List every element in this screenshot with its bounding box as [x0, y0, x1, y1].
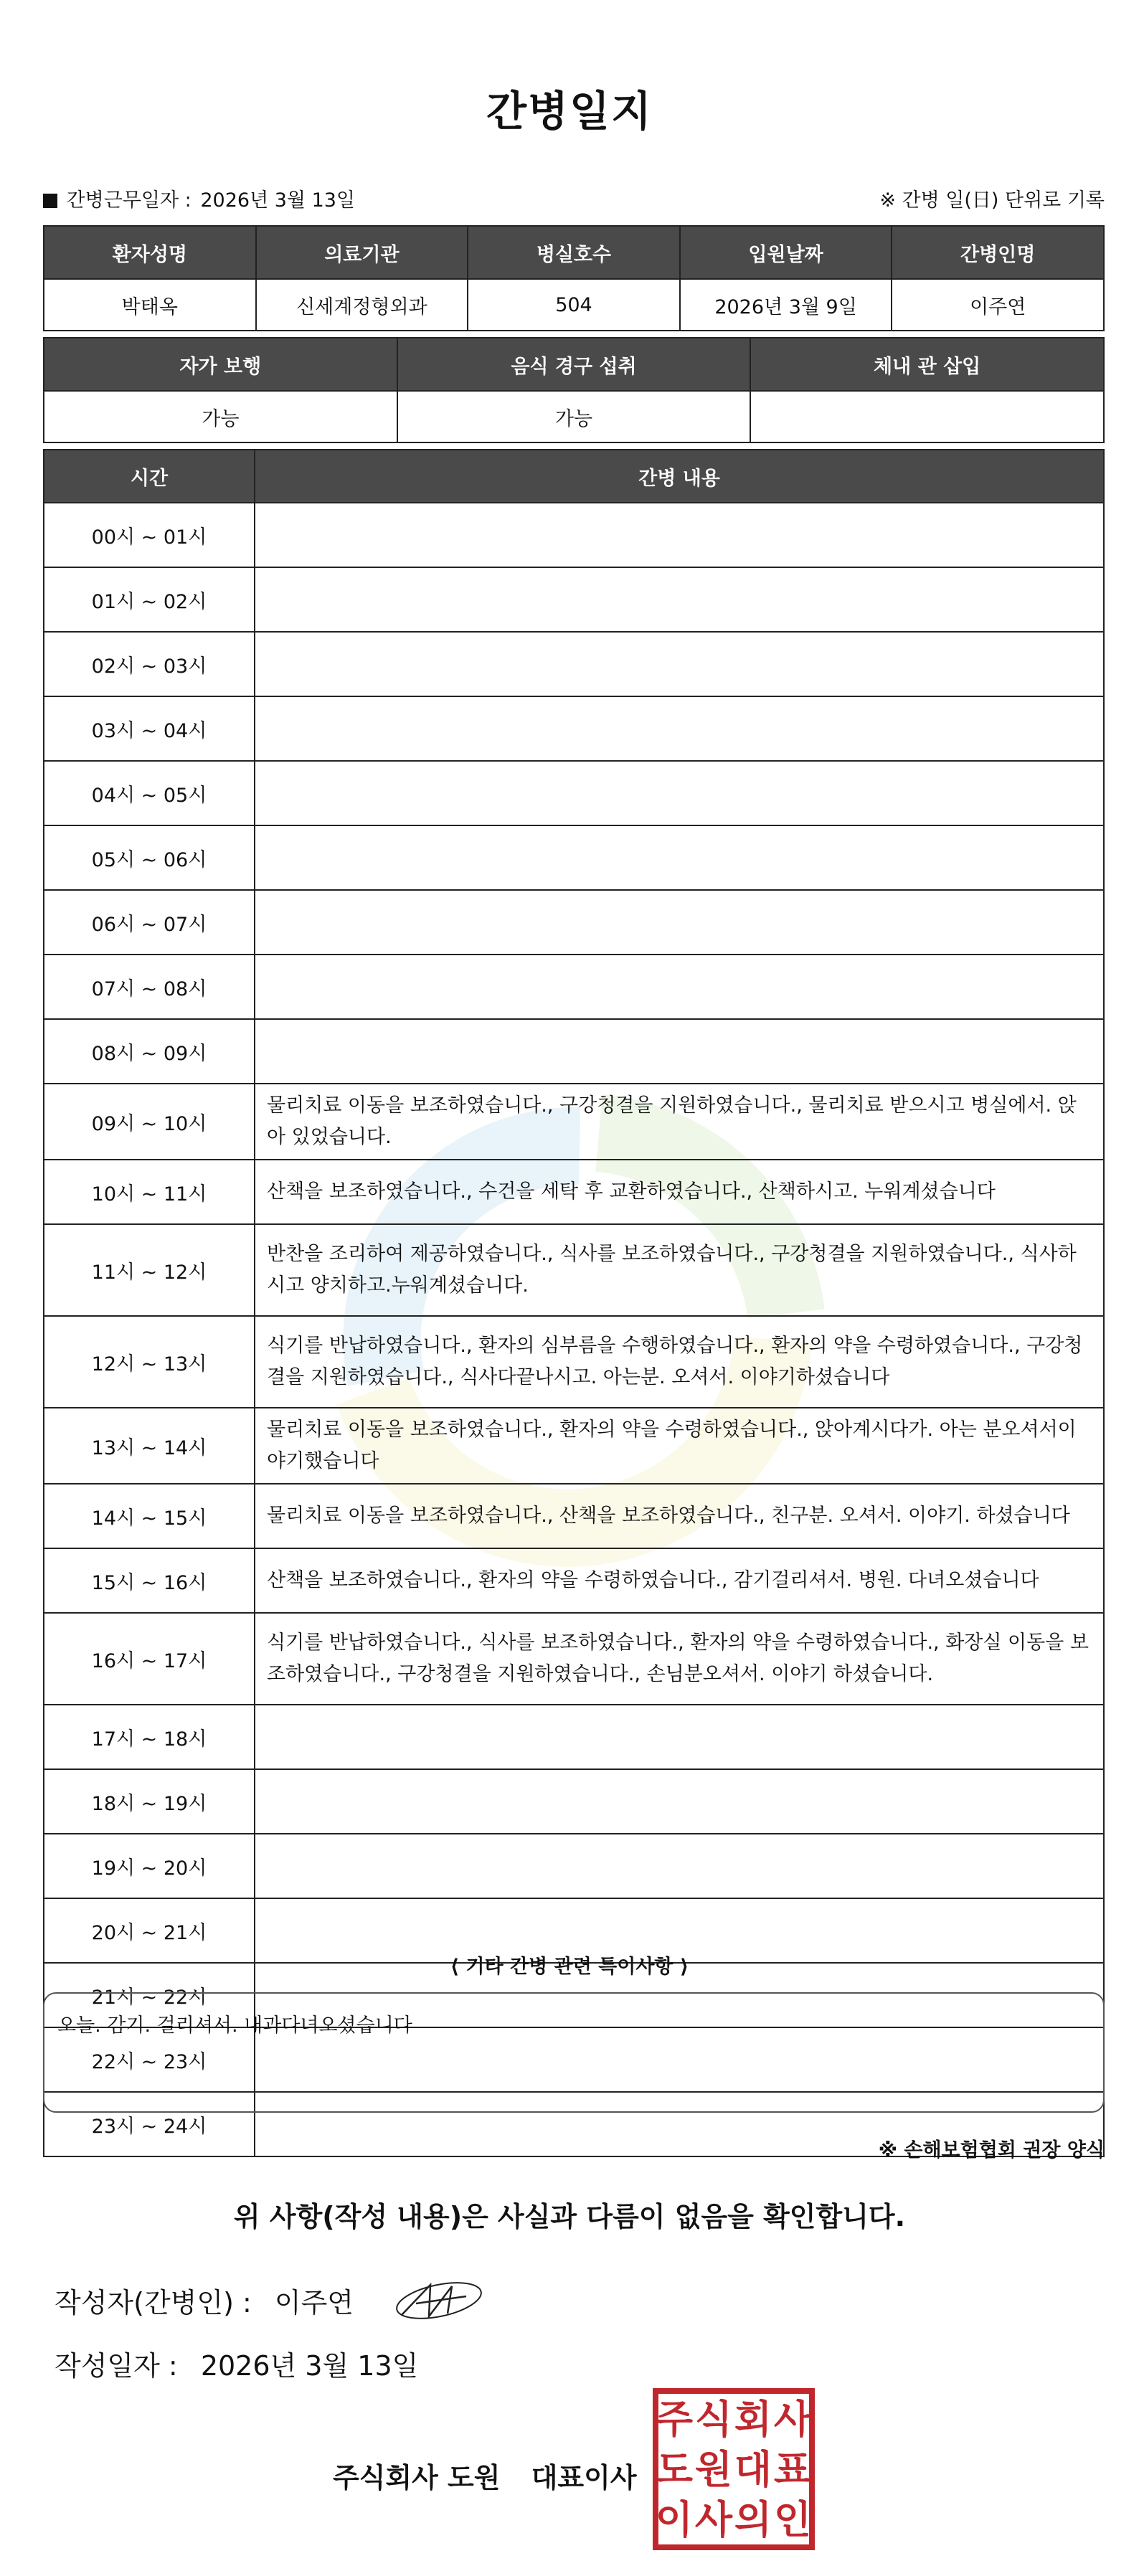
table-row	[44, 1834, 1104, 1898]
care-content-cell: 반찬을 조리하여 제공하였습니다., 식사를 보조하였습니다., 구강청결을 지원하였습니다., 식사하시고 양치하고.누워계셨습니다.	[255, 1224, 1104, 1316]
care-content-cell: 식기를 반납하였습니다., 식사를 보조하였습니다., 환자의 약을 수령하였습니다., 화장실 이동을 보조하였습니다., 구강청결을 지원하였습니다., 손님분오셔서. 이야기 하셨습니다.	[255, 1613, 1104, 1705]
writer-line	[55, 2281, 354, 2320]
time-cell: 05시 ~ 06시	[44, 825, 255, 890]
patient-name: 박태옥	[44, 279, 256, 331]
seal-character: 표	[773, 2447, 812, 2492]
care-content-cell	[255, 503, 1104, 567]
time-cell: 17시 ~ 18시	[44, 1705, 255, 1769]
care-content-cell	[255, 1769, 1104, 1834]
table-row	[44, 1705, 1104, 1769]
notes-box	[43, 1992, 1105, 2113]
confirm-statement: 위 사항(작성 내용)은 사실과 다름이 없음을 확인합니다.	[233, 2201, 906, 2232]
table-row	[44, 1484, 1104, 1548]
time-cell: 11시 ~ 12시	[44, 1224, 255, 1316]
seal-character: 이	[655, 2497, 694, 2542]
time-cell: 10시 ~ 11시	[44, 1160, 255, 1224]
caregiver-name: 이주연	[892, 279, 1104, 331]
table-row	[44, 632, 1104, 696]
table-row	[44, 1548, 1104, 1613]
table-row	[44, 696, 1104, 761]
care-log-table	[43, 449, 1105, 2157]
table-row	[44, 567, 1104, 632]
log-body	[44, 503, 1104, 2156]
time-cell: 22시 ~ 23시	[44, 2027, 255, 2092]
time-cell: 21시 ~ 22시	[44, 1963, 255, 2027]
seal-character: 사	[694, 2497, 733, 2542]
patient-info-table	[43, 225, 1105, 331]
seal-character: 도	[655, 2447, 694, 2492]
seal-character: 회	[734, 2397, 772, 2442]
care-content-cell: 식기를 반납하였습니다., 환자의 심부름을 수행하였습니다., 환자의 약을 수령하였습니다., 구강청결을 지원하였습니다., 식사다끝나시고. 아는분. 오셔서. 이야기하셨습니다	[255, 1316, 1104, 1408]
log-header-row	[44, 450, 1104, 503]
time-cell: 03시 ~ 04시	[44, 696, 255, 761]
self-walking-value: 가능	[44, 391, 397, 442]
header-self-walking: 자가 보행	[44, 338, 397, 391]
care-content-cell	[255, 955, 1104, 1019]
time-cell: 09시 ~ 10시	[44, 1084, 255, 1160]
square-bullet-icon	[43, 194, 57, 208]
seal-character: 대	[734, 2447, 772, 2492]
company-seal-icon	[653, 2388, 815, 2550]
status-header-row	[44, 338, 1104, 391]
seal-character: 인	[773, 2497, 812, 2542]
care-content-cell	[255, 1834, 1104, 1898]
recommend-note: ※ 손해보험협회 권장 양식	[878, 2139, 1105, 2161]
time-cell: 06시 ~ 07시	[44, 890, 255, 955]
header-care-content: 간병 내용	[255, 450, 1104, 503]
table-row	[44, 1613, 1104, 1705]
care-content-cell: 물리치료 이동을 보조하였습니다., 산책을 보조하였습니다., 친구분. 오셔서. 이야기. 하셨습니다	[255, 1484, 1104, 1548]
header-time: 시간	[44, 450, 255, 503]
header-admission-date: 입원날짜	[680, 226, 892, 279]
care-content-cell: 물리치료 이동을 보조하였습니다., 구강청결을 지원하였습니다., 물리치료 받으시고 병실에서. 앉아 있었습니다.	[255, 1084, 1104, 1160]
care-content-cell	[255, 1705, 1104, 1769]
care-content-cell: 산책을 보조하였습니다., 수건을 세탁 후 교환하였습니다., 산책하시고. 누워계셨습니다	[255, 1160, 1104, 1224]
care-content-cell: 산책을 보조하였습니다., 환자의 약을 수령하였습니다., 감기걸리셔서. 병원. 다녀오셨습니다	[255, 1548, 1104, 1613]
meta-row	[43, 184, 1105, 212]
room-number: 504	[468, 279, 680, 331]
work-date-label: 간병근무일자 :	[66, 189, 192, 212]
admission-date: 2026년 3월 9일	[680, 279, 892, 331]
table-row	[44, 1084, 1104, 1160]
header-room: 병실호수	[468, 226, 680, 279]
time-cell: 12시 ~ 13시	[44, 1316, 255, 1408]
seal-character: 의	[734, 2497, 772, 2542]
time-cell: 02시 ~ 03시	[44, 632, 255, 696]
seal-character: 식	[694, 2397, 733, 2442]
table-row	[44, 955, 1104, 1019]
table-row	[44, 1769, 1104, 1834]
time-cell: 15시 ~ 16시	[44, 1548, 255, 1613]
written-date-line	[55, 2344, 418, 2383]
table-row	[44, 890, 1104, 955]
table-row	[44, 1160, 1104, 1224]
header-patient-name: 환자성명	[44, 226, 256, 279]
patient-header-row	[44, 226, 1104, 279]
care-content-cell	[255, 632, 1104, 696]
institution: 신세계정형외과	[256, 279, 468, 331]
table-row	[44, 761, 1104, 825]
time-cell: 04시 ~ 05시	[44, 761, 255, 825]
time-cell: 18시 ~ 19시	[44, 1769, 255, 1834]
writer-label: 작성자(간병인) :	[55, 2287, 252, 2319]
time-cell: 13시 ~ 14시	[44, 1408, 255, 1484]
time-cell: 01시 ~ 02시	[44, 567, 255, 632]
seal-character: 사	[773, 2397, 812, 2442]
time-cell: 07시 ~ 08시	[44, 955, 255, 1019]
seal-character: 주	[655, 2397, 694, 2442]
time-cell: 16시 ~ 17시	[44, 1613, 255, 1705]
time-cell: 23시 ~ 24시	[44, 2092, 255, 2156]
table-row	[44, 1019, 1104, 1084]
writer-name: 이주연	[274, 2287, 354, 2319]
table-row	[44, 1408, 1104, 1484]
header-caregiver: 간병인명	[892, 226, 1104, 279]
time-cell: 19시 ~ 20시	[44, 1834, 255, 1898]
signature-icon	[387, 2272, 488, 2329]
header-institution: 의료기관	[256, 226, 468, 279]
unit-note: ※ 간병 일(日) 단위로 기록	[879, 189, 1105, 212]
time-cell: 14시 ~ 15시	[44, 1484, 255, 1548]
company-title: 대표이사	[531, 2462, 637, 2494]
care-content-cell	[255, 696, 1104, 761]
seal-character: 원	[694, 2447, 733, 2492]
patient-value-row	[44, 279, 1104, 331]
table-row	[44, 1224, 1104, 1316]
care-content-cell	[255, 761, 1104, 825]
status-value-row	[44, 391, 1104, 442]
oral-intake-value: 가능	[397, 391, 751, 442]
care-content-cell	[255, 890, 1104, 955]
care-content-cell	[255, 567, 1104, 632]
time-cell: 00시 ~ 01시	[44, 503, 255, 567]
time-cell: 20시 ~ 21시	[44, 1898, 255, 1963]
work-date-value: 2026년 3월 13일	[200, 189, 356, 212]
care-content-cell	[255, 1019, 1104, 1084]
company-line	[333, 2456, 637, 2495]
time-cell: 08시 ~ 09시	[44, 1019, 255, 1084]
header-tube-insertion: 체내 관 삽입	[750, 338, 1104, 391]
written-date-label: 작성일자 :	[55, 2350, 178, 2382]
work-date	[43, 184, 358, 212]
table-row	[44, 825, 1104, 890]
notes-title: ⟨ 기타 간병 관련 특이사항 ⟩	[450, 1956, 689, 1978]
notes-text: 오늘. 감기. 걸리셔서. 내과다녀오셨습니다	[57, 2014, 412, 2037]
written-date-value: 2026년 3월 13일	[200, 2350, 419, 2382]
company-name: 주식회사 도원	[333, 2462, 501, 2494]
table-row	[44, 503, 1104, 567]
page-title: 간병일지	[486, 87, 653, 136]
status-table	[43, 337, 1105, 443]
tube-insertion-value	[750, 391, 1104, 442]
table-row	[44, 1316, 1104, 1408]
header-oral-intake: 음식 경구 섭취	[397, 338, 751, 391]
care-content-cell	[255, 825, 1104, 890]
care-content-cell: 물리치료 이동을 보조하였습니다., 환자의 약을 수령하였습니다., 앉아계시다가. 아는 분오셔서이야기했습니다	[255, 1408, 1104, 1484]
